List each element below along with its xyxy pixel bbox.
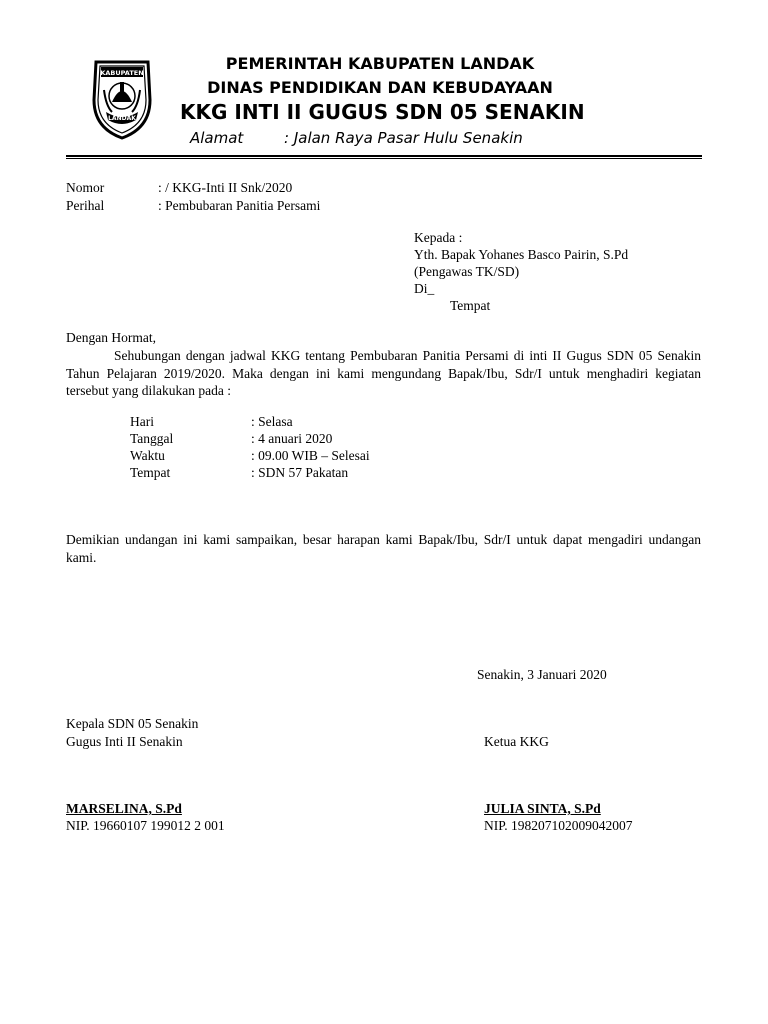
detail-value-waktu: : 09.00 WIB – Selesai [251,448,370,463]
closing-paragraph: Demikian undangan ini kami sampaikan, besar harapan kami Bapak/Ibu, Sdr/I untuk dapat mengadiri undangan kami. [66,532,701,565]
detail-label-waktu: Waktu [130,448,165,463]
detail-value-hari: : Selasa [251,414,293,429]
place-date: Senakin, 3 Januari 2020 [477,667,607,682]
detail-label-tempat: Tempat [130,465,171,480]
nomor-label: Nomor [66,180,105,195]
right-signer-nip: NIP. 198207102009042007 [484,818,633,833]
recipient-tempat: Tempat [450,298,491,313]
greeting: Dengan Hormat, [66,330,156,345]
header-divider-thin [66,158,702,159]
detail-label-hari: Hari [130,414,154,429]
perihal-value: : Pembubaran Panitia Persami [158,198,321,213]
header-department: DINAS PENDIDIKAN DAN KEBUDAYAAN [207,78,553,97]
address-label: Alamat [190,129,244,147]
nomor-value: : / KKG-Inti II Snk/2020 [158,180,293,195]
header-address [190,129,523,147]
recipient-role: (Pengawas TK/SD) [414,264,520,279]
left-signer-subtitle: Gugus Inti II Senakin [66,734,183,749]
address-value: : Jalan Raya Pasar Hulu Senakin [284,129,523,147]
right-signer-name: JULIA SINTA, S.Pd [484,801,601,816]
header-divider [66,155,702,157]
detail-label-tanggal: Tanggal [130,431,174,446]
svg-text:LANDAK: LANDAK [108,115,136,122]
header-government: PEMERINTAH KABUPATEN LANDAK [225,54,535,73]
right-signer-title: Ketua KKG [484,734,549,749]
left-signer-name: MARSELINA, S.Pd [66,801,182,816]
perihal-label: Perihal [66,198,105,213]
header-organization: KKG INTI II GUGUS SDN 05 SENAKIN [180,100,585,124]
recipient-kepada: Kepada : [414,230,463,245]
svg-text:KABUPATEN: KABUPATEN [100,69,144,77]
recipient-name: Yth. Bapak Yohanes Basco Pairin, S.Pd [414,247,629,262]
detail-value-tempat: : SDN 57 Pakatan [251,465,349,480]
kabupaten-landak-logo [90,56,154,140]
recipient-di: Di_ [414,281,435,296]
detail-value-tanggal: : 4 anuari 2020 [251,431,333,446]
body-paragraph: Sehubungan dengan jadwal KKG tentang Pembubaran Panitia Persami di inti II Gugus SDN 05 Senakin Tahun Pelajaran 2019/2020. Maka dengan ini kami mengundang Bapak/Ibu, Sdr/I untuk menghadiri kegiatan tersebut yang dilakukan pada : [66,348,701,398]
left-signer-nip: NIP. 19660107 199012 2 001 [66,818,225,833]
left-signer-title: Kepala SDN 05 Senakin [66,716,199,731]
